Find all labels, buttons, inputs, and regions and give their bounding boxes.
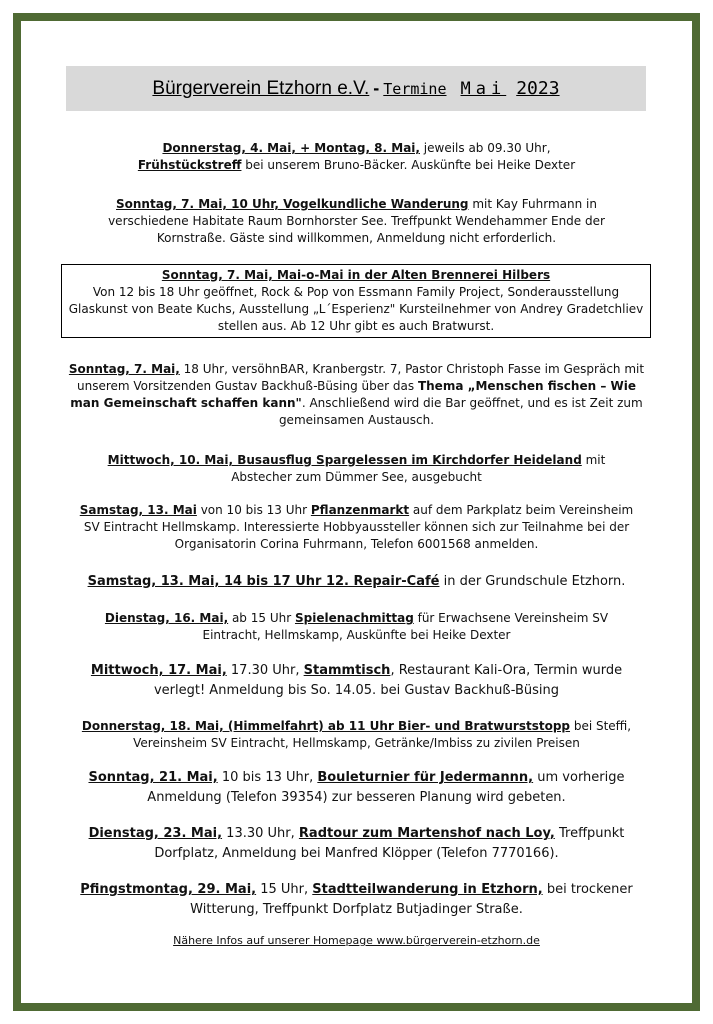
- event-text: bei trockener Witterung, Treffpunkt Dorfplatz Butjadinger Straße.: [190, 882, 633, 917]
- event-text: , Restaurant Kali-Ora, Termin wurde verlegt! Anmeldung bis So. 14.05. bei Gustav Backhuß-Büsing: [153, 663, 623, 698]
- event-title: Samstag, 13. Mai, 14 bis 17 Uhr 12. Repair-Café: [87, 574, 440, 589]
- event-item: [76, 661, 637, 701]
- event-date: Sonntag, 7. Mai,: [68, 362, 180, 376]
- event-text: 13.30 Uhr,: [222, 826, 299, 841]
- event-item: [92, 196, 621, 247]
- event-item: [70, 824, 643, 864]
- event-text: . Anschließend wird die Bar geöffnet, und es ist Zeit zum gemeinsamen Austausch.: [278, 396, 643, 427]
- event-theme: Thema „Menschen fischen – Wie man Gemeinschaft schaffen kann": [70, 379, 636, 410]
- event-text: 15 Uhr,: [256, 882, 313, 897]
- event-text: 10 bis 13 Uhr,: [217, 770, 318, 785]
- event-item: [84, 452, 629, 486]
- event-text: 17.30 Uhr,: [226, 663, 304, 678]
- event-title: Pflanzenmarkt: [310, 503, 410, 517]
- event-text: bei Steffi, Vereinsheim SV Eintracht, Hellmskamp, Getränke/Imbiss zu zivilen Preisen: [133, 719, 632, 750]
- event-date: Dienstag, 23. Mai,: [88, 826, 223, 841]
- event-text: in der Grundschule Etzhorn.: [439, 574, 626, 589]
- org-name: Bürgerverein Etzhorn e.V.: [152, 77, 370, 99]
- event-title: Frühstückstreff: [137, 158, 242, 172]
- event-text: mit Kay Fuhrmann in verschiedene Habitate Raum Bornhorster See. Treffpunkt Wendehammer Ende der Kornstraße. Gäste sind willkommen, Anmeldung nicht erforderlich.: [108, 197, 605, 245]
- event-text: auf dem Parkplatz beim Vereinsheim SV Eintracht Hellmskamp. Interessierte Hobbyaussteller können sich zur Teilnahme bei der Organisatorin Corina Fuhrmann, Telefon 6001568 anmelden.: [83, 503, 634, 551]
- event-title: Spielenachmittag: [294, 611, 414, 625]
- page-header: [66, 66, 646, 111]
- header-year: 2023: [516, 78, 560, 99]
- event-item: [78, 502, 635, 553]
- homepage-link[interactable]: Nähere Infos auf unserer Homepage www.bürgerverein-etzhorn.de: [173, 934, 540, 947]
- event-date: Dienstag, 16. Mai,: [104, 611, 229, 625]
- event-item: [100, 140, 613, 174]
- event-title: Sonntag, 7. Mai, 10 Uhr, Vogelkundliche Wanderung: [116, 197, 469, 211]
- event-text: von 10 bis 13 Uhr: [196, 503, 311, 517]
- header-separator: -: [373, 78, 380, 98]
- event-date: Donnerstag, 4. Mai, + Montag, 8. Mai,: [162, 141, 420, 155]
- highlight-box: [61, 264, 651, 338]
- event-text: Von 12 bis 18 Uhr geöffnet, Rock & Pop von Essmann Family Project, Sonderausstellung Glaskunst von Beate Kuchs, Ausstellung „L´Esperienz" Kursteilnehmer von Andrey Gradetchliev stellen aus. Ab 12 Uhr gibt es auch Bratwurst.: [68, 285, 644, 333]
- event-title: Bouleturnier für Jedermannn,: [317, 770, 534, 785]
- event-date: Mittwoch, 17. Mai,: [90, 663, 227, 678]
- event-item: [66, 361, 647, 429]
- event-text: 18 Uhr, versöhnBAR, Kranbergstr. 7, Pastor Christoph Fasse im Gespräch mit unserem Vorsitzenden Gustav Backhuß-Büsing über das: [76, 362, 645, 393]
- event-text: ab 15 Uhr: [228, 611, 295, 625]
- event-text: um vorherige Anmeldung (Telefon 39354) zur besseren Planung wird gebeten.: [147, 770, 625, 805]
- event-text: bei unserem Bruno-Bäcker. Auskünfte bei Heike Dexter: [241, 158, 576, 172]
- event-date: Samstag, 13. Mai: [79, 503, 197, 517]
- event-title: Radtour zum Martenshof nach Loy,: [298, 826, 555, 841]
- event-item: [70, 718, 643, 752]
- event-date: Sonntag, 21. Mai,: [88, 770, 218, 785]
- event-title: Donnerstag, 18. Mai, (Himmelfahrt) ab 11 Uhr Bier- und Bratwurststopp: [81, 719, 571, 733]
- event-title: Mittwoch, 10. Mai, Busausflug Spargelessen im Kirchdorfer Heideland: [107, 453, 582, 467]
- event-title: Stammtisch: [303, 663, 391, 678]
- event-date: Pfingstmontag, 29. Mai,: [80, 882, 257, 897]
- event-item: [66, 572, 647, 592]
- event-item: [92, 610, 621, 644]
- event-item: [70, 768, 643, 808]
- event-title: Stadtteilwanderung in Etzhorn,: [312, 882, 543, 897]
- event-item: [66, 880, 647, 920]
- header-subtitle: Termine: [383, 79, 447, 98]
- event-title: Sonntag, 7. Mai, Mai-o-Mai in der Alten Brennerei Hilbers: [161, 268, 551, 282]
- event-text: für Erwachsene Vereinsheim SV Eintracht, Hellmskamp, Auskünfte bei Heike Dexter: [202, 611, 609, 642]
- event-text: mit Abstecher zum Dümmer See, ausgebucht: [231, 453, 606, 484]
- event-text: jeweils ab 09.30 Uhr,: [419, 141, 551, 155]
- event-text: Treffpunkt Dorfplatz, Anmeldung bei Manfred Klöpper (Telefon 7770166).: [154, 826, 625, 861]
- header-month: Mai: [460, 78, 507, 99]
